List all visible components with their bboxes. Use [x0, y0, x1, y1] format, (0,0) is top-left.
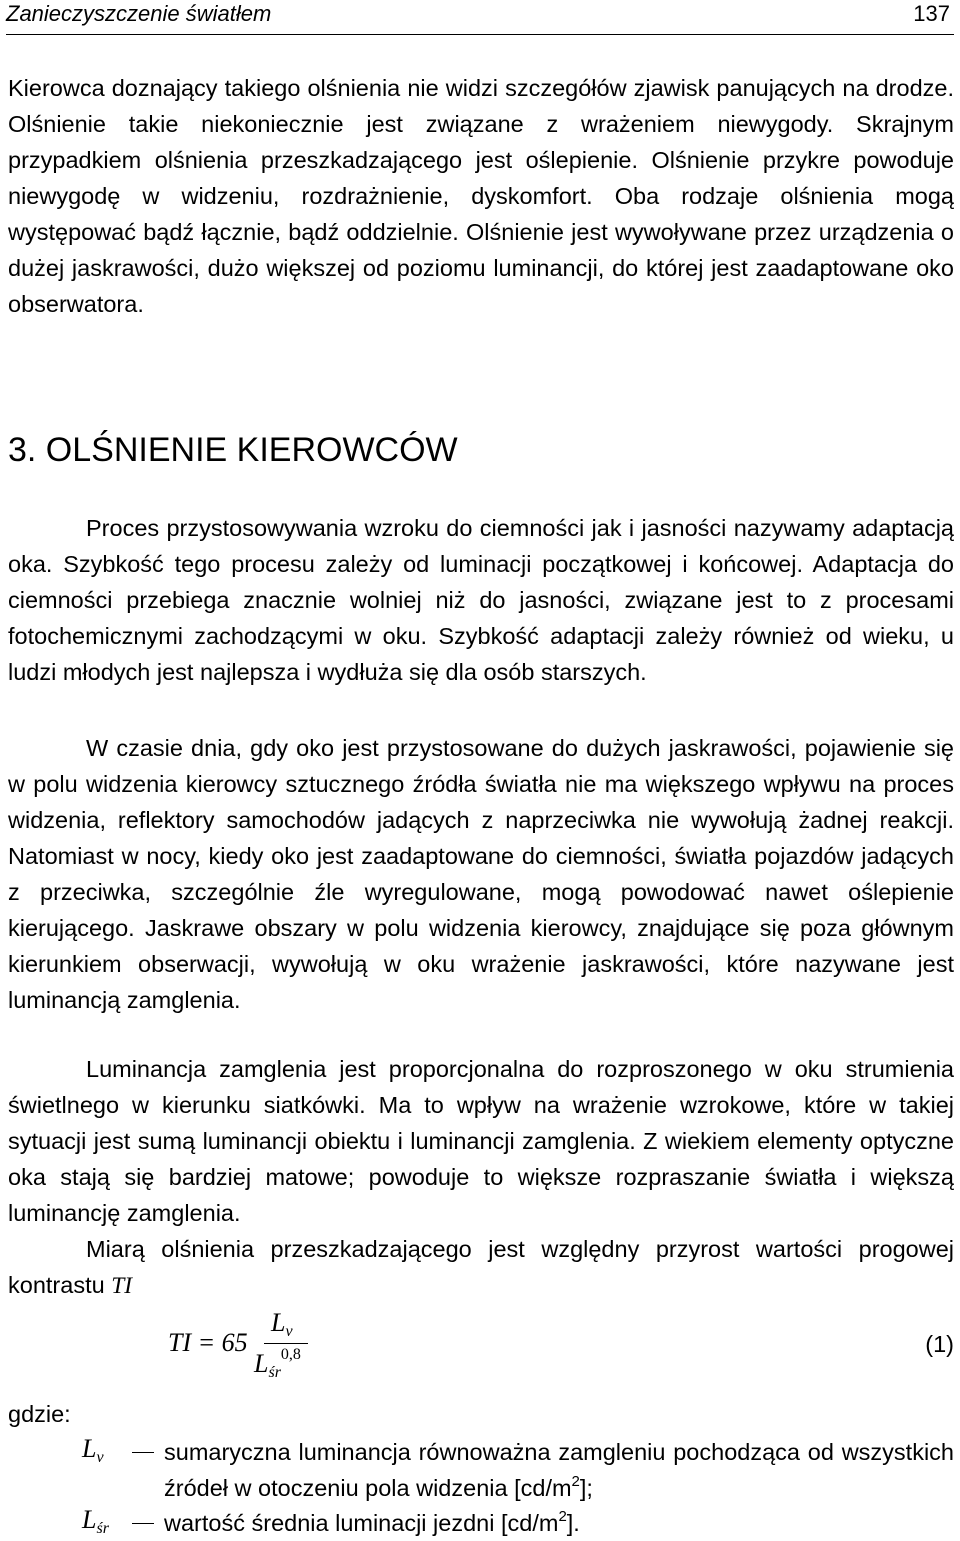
definition-symbol-lsr: $L_{śr}$ [82, 1505, 109, 1537]
page-number: 137 [913, 1, 950, 26]
paragraph-4: Luminancja zamglenia jest proporcjonalna do rozproszonego w oku strumienia świetlnego w kierunku siatkówki. Ma to wpływ na wrażenie wzrokowe, które w takiej sytuacji jest sumą luminancji obiektu i luminancji zamglenia. Z wiekiem elementy optyczne oka stają się bardziej matowe; powoduje to większe rozpraszanie światła i większą luminancję zamglenia. [8, 1056, 954, 1226]
header-title: Zanieczyszczenie światłem [6, 1, 272, 26]
paragraph-5 [8, 1231, 954, 1304]
formula-lhs: TI = 65 [168, 1328, 248, 1357]
running-header [6, 0, 954, 35]
paragraph-1: Kierowca doznający takiego olśnienia nie widzi szczegółów zjawisk panujących na drodze. Olśnienie takie niekoniecznie jest związane z wrażeniem niewygody. Skrajnym przypadkiem olśnienia przeszkadzającego jest oślepienie. Olśnienie przykre powoduje niewygodę w widzeniu, rozdrażnienie, dyskomfort. Oba rodzaje olśnienia mogą występować bądź łącznie, bądź oddzielnie. Olśnienie jest wywoływane przez urządzenia o dużej jaskrawości, dużo większej od poziomu luminancji, do której jest zaadaptowane oko obserwatora. [8, 75, 954, 317]
ti-symbol: TI [111, 1273, 133, 1299]
equation-number: (1) [925, 1331, 954, 1357]
formula-ti [168, 1302, 368, 1398]
definition-text-lv: sumaryczna luminancja równoważna zamgleniu pochodząca od wszystkich źródeł w otoczeniu pola widzenia $[cd/m^2]$; [164, 1439, 954, 1501]
fraction-bar [264, 1343, 308, 1344]
definition-text-lsr: wartość średnia luminacji jezdni $[cd/m^2]$. [164, 1508, 580, 1536]
paragraph-5-text: Miarą olśnienia przeszkadzającego jest względny przyrost wartości progowej kontrastu [8, 1236, 954, 1298]
formula-denominator: $L_{śr}^{0,8}$ [254, 1346, 301, 1381]
paragraph-3: W czasie dnia, gdy oko jest przystosowane do dużych jaskrawości, pojawienie się w polu widzenia kierowcy sztucznego źródła światła nie ma większego wpływu na proces widzenia, reflektory samochodów jadących z naprzeciwka nie wywołują żadnej reakcji. Natomiast w nocy, kiedy oko jest zaadaptowane do ciemności, światła pojazdów jadących z przeciwka, szczególnie źle wyregulowane, mogą powodować nawet oślepienie kierującego. Jaskrawe obszary w polu widzenia kierowcy, znajdujące się poza głównym kierunkiem obserwacji, wywołują w oku wrażenie jaskrawości, które nazywane jest luminancją zamglenia. [8, 735, 954, 1013]
section-heading: 3. OLŚNIENIE KIEROWCÓW [8, 431, 458, 469]
definition-dash [132, 1523, 154, 1524]
where-label: gdzie: [8, 1401, 71, 1427]
definition-symbol-lv: $L_v$ [82, 1434, 104, 1466]
definition-dash [132, 1452, 154, 1453]
paragraph-2: Proces przystosowywania wzroku do ciemności jak i jasności nazywamy adaptacją oka. Szybkość tego procesu zależy od luminacji początkowej i końcowej. Adaptacja do ciemności przebiega znacznie wolniej niż do jasności, związane jest to z procesami fotochemicznymi zachodzącymi w oku. Szybkość adaptacji zależy również od wieku, u ludzi młodych jest najlepsza i wydłuża się dla osób starszych. [8, 515, 954, 685]
formula-numerator: $L_v$ [271, 1308, 293, 1340]
